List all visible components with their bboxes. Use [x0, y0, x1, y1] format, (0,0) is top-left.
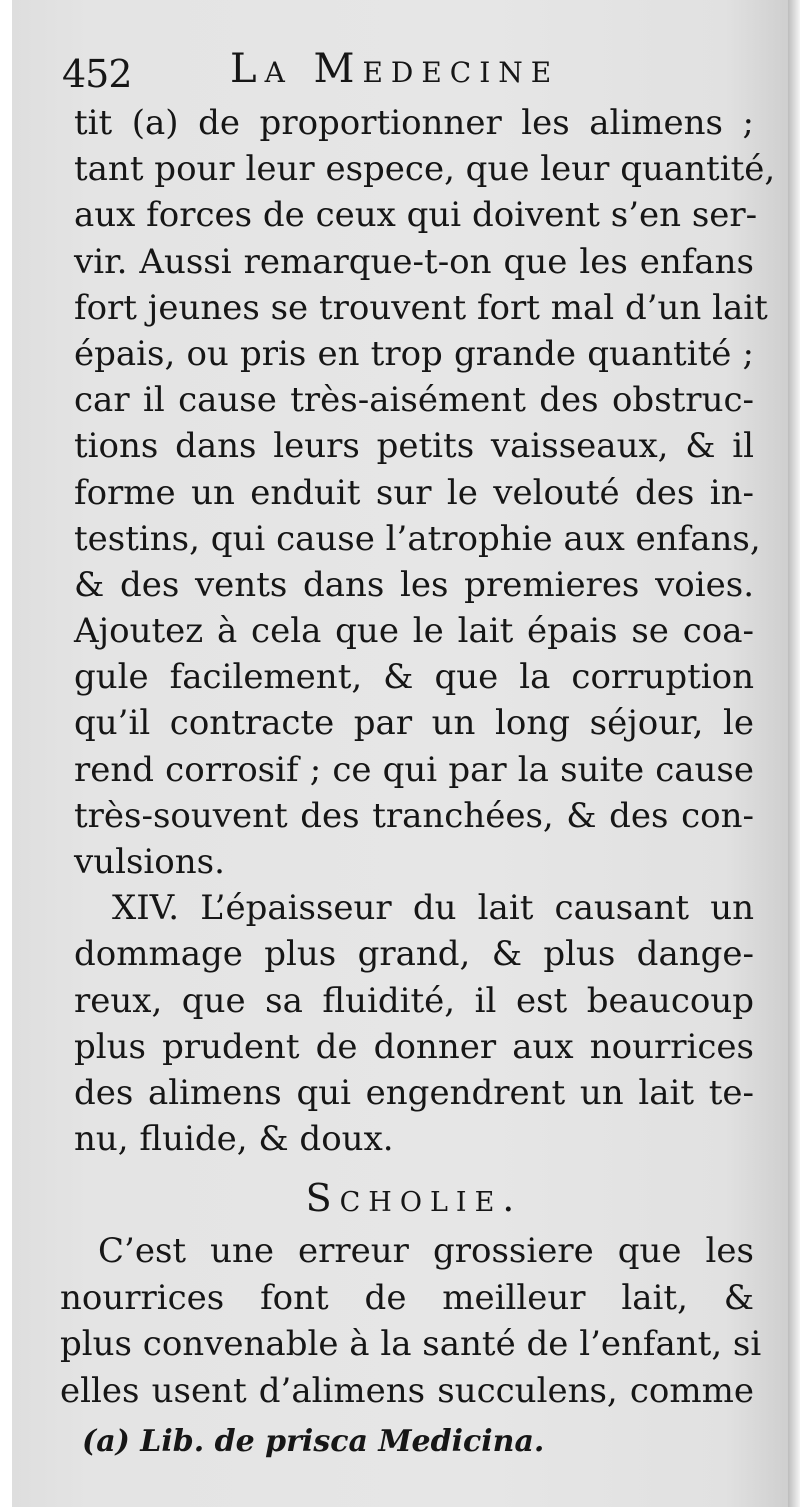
text-line: épais, ou pris en trop grande quantité ;	[74, 333, 754, 374]
running-title: La Medecine	[230, 46, 560, 92]
text-line: rend corrosif ; ce qui par la suite cause	[74, 749, 754, 790]
page-edge	[788, 0, 800, 1507]
text-line: reux, que sa fluidité, il est beaucoup	[74, 980, 754, 1021]
text-line: plus prudent de donner aux nourrices	[74, 1026, 754, 1067]
text-line: car il cause très-aisément des obstruc-	[74, 380, 754, 421]
text-line: nourrices font de meilleur lait, &	[60, 1277, 754, 1318]
text-line: dommage plus grand, & plus dange-	[74, 934, 754, 975]
page-number: 452	[62, 52, 132, 96]
text-line: C’est une erreur grossiere que les	[98, 1231, 754, 1271]
text-line: gule facilement, & que la corruption	[74, 657, 754, 698]
text-line: & des vents dans les premieres voies.	[74, 564, 754, 605]
text-line: plus convenable à la santé de l’enfant, si	[60, 1324, 762, 1364]
text-line: testins, qui cause l’atrophie aux enfans,	[74, 518, 761, 559]
text-line: qu’il contracte par un long séjour, le	[74, 703, 754, 744]
text-line: aux forces de ceux qui doivent s’en ser-	[74, 195, 758, 236]
section-heading: Scholie.	[305, 1176, 523, 1220]
scholie-text	[60, 1228, 762, 1414]
text-line: elles usent d’alimens succulens, comme	[60, 1370, 754, 1411]
text-line: vulsions.	[74, 842, 225, 882]
text-line: très-souvent des tranchées, & des con-	[74, 795, 754, 836]
book-page	[12, 0, 788, 1507]
body-text	[74, 100, 776, 1162]
footnote: (a) Lib. de prisca Medicina.	[82, 1424, 545, 1459]
page-header	[62, 44, 752, 100]
text-line: tions dans leurs petits vaisseaux, & il	[74, 426, 754, 467]
text-line: XIV. L’épaisseur du lait causant un	[112, 888, 754, 929]
text-line: forme un enduit sur le velouté des in-	[74, 472, 754, 513]
text-line: tit (a) de proportionner les alimens ;	[74, 103, 754, 143]
text-line: Ajoutez à cela que le lait épais se coa-	[74, 611, 754, 652]
text-line: fort jeunes se trouvent fort mal d’un lait	[74, 287, 768, 328]
text-line: nu, fluide, & doux.	[74, 1119, 394, 1160]
text-line: des alimens qui engendrent un lait te-	[74, 1072, 754, 1113]
text-line: tant pour leur espece, que leur quantité,	[74, 149, 776, 190]
text-line: vir. Aussi remarque-t-on que les enfans	[74, 241, 754, 282]
